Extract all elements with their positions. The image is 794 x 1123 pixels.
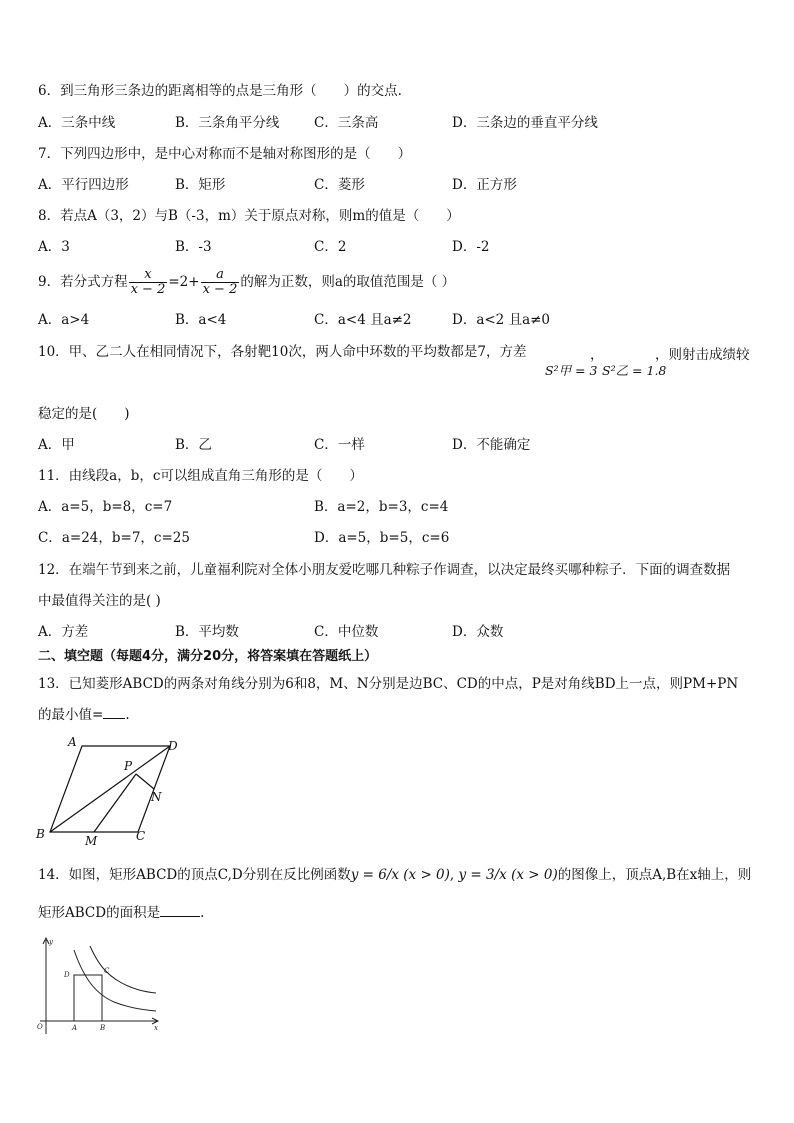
q13-stem-end: . [125,707,130,723]
q10-option-d: D．不能确定 [452,437,531,453]
q10-option-a: A．甲 [38,437,75,453]
q11-stem: 11．由线段a，b，c可以组成直角三角形的是（ ） [38,468,363,484]
q10-variance-b: S²乙 = 1.8 [602,363,667,378]
q7-option-a: A．平行四边形 [38,177,129,193]
q9-frac2-num: a [216,267,224,282]
label-c: C [104,967,110,975]
label-d: D [64,971,70,979]
q12-option-a: A．方差 [38,624,89,640]
label-x: x [154,1024,158,1032]
q14-stem-line1: 14．如图，矩形ABCD的顶点C,D分别在反比例函数y = 6/x (x > 0), y = 3/x (x > 0)的图像上，顶点A,B在x轴上，则 [38,867,752,883]
q10-option-b: B．乙 [175,437,212,453]
curve-y-6-over-x [90,946,156,993]
q13-stem-line2 [38,706,130,724]
rectangle-abcd [74,975,102,1021]
q8-stem: 8．若点A（3，2）与B（-3，m）关于原点对称，则m的值是（ ） [38,208,460,224]
hyperbola-figure [34,934,164,1044]
q12-option-c: C．中位数 [314,624,379,640]
q6-stem: 6．到三角形三条边的距离相等的点是三角形（ ）的交点. [38,83,402,99]
q10-option-c: C．一样 [314,437,365,453]
q8-options [38,238,758,256]
q11-option-b: B．a=2，b=3，c=4 [314,499,449,515]
q6-options [38,114,758,132]
q13-stem-text: 的最小值= [38,707,104,723]
label-o: O [37,1023,43,1031]
q10-comma-2: ，则射击成绩较 [655,347,750,363]
q9-frac1-den: x − 2 [130,282,166,297]
q14-stem-mid: 的图像上，顶点A,B在x轴上，则 [557,867,752,883]
q12-option-b: B．平均数 [175,624,239,640]
q14-stem-prefix: 14．如图，矩形ABCD的顶点C,D分别在反比例函数 [38,867,351,883]
q7-stem: 7．下列四边形中，是中心对称而不是轴对称图形的是（ ） [38,146,412,162]
q11-option-d: D．a=5，b=5，c=6 [314,530,450,546]
q9-option-c: C．a<4 且a≠2 [314,312,412,328]
q14-stem-end: . [200,905,205,921]
q7-option-d: D．正方形 [452,177,517,193]
q14-stem-text: 矩形ABCD的面积是 [38,905,161,921]
label-n: N [151,790,162,804]
q11-options-row2 [38,529,758,547]
q7-options [38,176,758,194]
q10-options [38,436,758,454]
label-b: B [36,827,45,841]
q8-option-b: B．-3 [175,239,212,255]
q9-options [38,311,758,329]
q6-option-d: D．三条边的垂直平分线 [452,115,598,131]
q14-function-1: y = 6/x (x > 0) [350,867,450,883]
q10-comma-1: ， [590,347,604,363]
q11-options-row1 [38,498,758,516]
q14-answer-blank [160,904,200,917]
segment-pm [94,774,136,832]
q7-option-b: B．矩形 [175,177,226,193]
q9-option-b: B．a<4 [175,312,227,328]
q13-stem-line1: 13．已知菱形ABCD的两条对角线分别为6和8，M、N分别是边BC、CD的中点，P是对角线BD上一点，则PM+PN [38,676,739,692]
q14-function-2: y = 3/x (x > 0) [458,867,558,883]
q9-option-a: A．a>4 [38,312,90,328]
q9-stem-middle: =2+ [168,274,200,290]
rhombus-figure [30,732,190,847]
q6-option-c: C．三条高 [314,115,379,131]
q9-option-d: D．a<2 且a≠0 [452,312,551,328]
q6-option-b: B．三条角平分线 [175,115,280,131]
q10-stem-line1: 10．甲、乙二人在相同情况下，各射靶10次，两人命中环数的平均数都是7，方差 [38,344,527,360]
q7-option-c: C．菱形 [314,177,365,193]
q9-stem [38,264,455,300]
curve-y-3-over-x [74,950,156,1011]
q12-stem-line2: 中最值得关注的是( ) [38,593,161,609]
q8-option-d: D．-2 [452,239,490,255]
q9-fraction-1 [129,268,168,297]
q14-stem-line2 [38,904,204,922]
q10-stem-line2: 稳定的是( ) [38,406,130,422]
label-a: A [72,1024,78,1032]
q9-stem-prefix: 9．若分式方程 [38,274,128,290]
q8-option-a: A．3 [38,239,70,255]
diagonal-bd [50,746,170,832]
label-d: D [168,739,178,753]
q9-fraction-2 [201,268,240,297]
label-p: P [124,759,133,773]
q10-variance-a: S²甲 = 3 [545,363,598,378]
segment-pn [136,774,154,789]
q11-option-a: A．a=5，b=8，c=7 [38,499,173,515]
q12-option-d: D．众数 [452,624,504,640]
q6-option-a: A．三条中线 [38,115,116,131]
q13-answer-blank [103,706,125,719]
label-c: C [136,829,146,843]
label-m: M [85,834,98,847]
q11-option-c: C．a=24，b=7，c=25 [38,530,190,546]
section-title-fill-in: 二、填空题（每题4分，满分20分，将答案填在答题纸上） [38,649,378,664]
label-b: B [100,1024,106,1032]
q9-frac1-num: x [144,267,152,282]
q9-frac2-den: x − 2 [202,282,238,297]
q12-stem-line1: 12．在端午节到来之前，儿童福利院对全体小朋友爱吃哪几种粽子作调查，以决定最终买哪种粽子．下面的调查数据 [38,562,731,578]
q9-stem-suffix: 的解为正数，则a的取值范围是（ ） [240,274,456,290]
label-y: y [49,938,53,946]
q8-option-c: C．2 [314,239,347,255]
q12-options [38,623,758,641]
label-a: A [68,735,77,749]
